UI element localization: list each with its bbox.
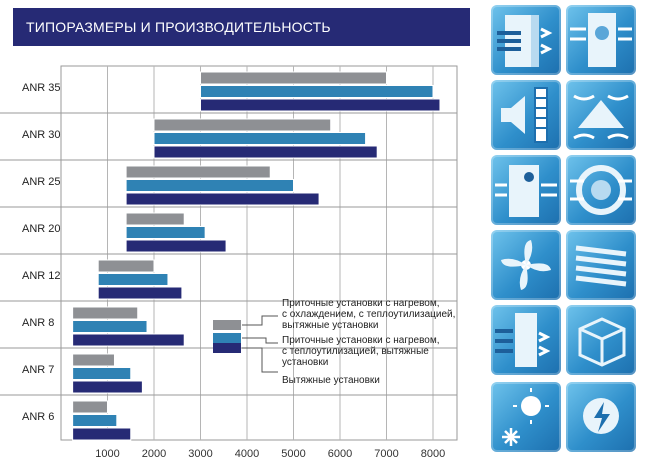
icon-tile-9[interactable]	[491, 305, 561, 375]
icon-tile-1[interactable]	[491, 5, 561, 75]
legend-label-line: вытяжные установки	[282, 320, 379, 331]
category-label: ANR 25	[22, 176, 61, 188]
bar	[98, 260, 154, 272]
bar	[73, 354, 115, 366]
sun-snow-climate-icon	[491, 382, 561, 452]
icon-tile-2[interactable]	[566, 5, 636, 75]
legend-label-line: Приточные установки с нагревом,	[282, 335, 440, 346]
category-label: ANR 12	[22, 270, 61, 282]
bar	[201, 72, 387, 84]
legend-label-line: Приточные установки с нагревом,	[282, 298, 440, 309]
bar	[126, 240, 226, 252]
bar	[98, 287, 182, 299]
icon-tile-4[interactable]	[566, 80, 636, 150]
bar	[154, 119, 331, 131]
bar	[73, 321, 147, 333]
bar	[201, 99, 440, 111]
icon-tile-8[interactable]	[566, 230, 636, 300]
legend-label-line: с теплоутилизацией, вытяжные	[282, 346, 429, 357]
bar	[73, 428, 131, 440]
x-tick-label: 8000	[420, 448, 446, 460]
supply-fan-unit-icon	[566, 5, 636, 75]
x-tick-label: 6000	[327, 448, 353, 460]
icon-grid	[486, 0, 650, 468]
category-label: ANR 7	[22, 364, 55, 376]
x-tick-label: 7000	[374, 448, 399, 460]
icon-tile-11[interactable]	[491, 382, 561, 452]
bar	[73, 381, 143, 393]
x-tick-label: 5000	[281, 448, 306, 460]
bar	[73, 368, 131, 380]
x-tick-label: 1000	[95, 448, 120, 460]
heat-recovery-icon	[566, 80, 636, 150]
bar	[126, 166, 270, 178]
icon-tile-12[interactable]	[566, 382, 636, 452]
icon-tile-3[interactable]	[491, 80, 561, 150]
icon-tile-10[interactable]	[566, 305, 636, 375]
icon-tile-7[interactable]	[491, 230, 561, 300]
bar	[73, 334, 185, 346]
bar	[126, 180, 293, 192]
legend-label-line: Вытяжные установки	[282, 375, 380, 386]
rotary-recuperator-icon	[566, 155, 636, 225]
fan-impeller-icon	[491, 230, 561, 300]
legend-label	[282, 375, 380, 386]
category-label: ANR 35	[22, 82, 61, 94]
plate-heat-exchanger-icon	[566, 230, 636, 300]
bar	[73, 401, 108, 413]
page-title: ТИПОРАЗМЕРЫ И ПРОИЗВОДИТЕЛЬНОСТЬ	[26, 19, 331, 35]
category-label: ANR 30	[22, 129, 61, 141]
category-label: ANR 8	[22, 317, 55, 329]
cross-flow-cube-icon	[566, 305, 636, 375]
x-tick-label: 3000	[188, 448, 213, 460]
x-tick-label: 2000	[141, 448, 167, 460]
bar	[154, 133, 366, 145]
bar	[154, 146, 377, 158]
legend-swatch	[213, 343, 241, 353]
icon-tile-6[interactable]	[566, 155, 636, 225]
bar	[126, 213, 184, 225]
icon-tile-5[interactable]	[491, 155, 561, 225]
legend-swatch	[213, 333, 241, 343]
legend-label-line: с охлаждением, с теплоутилизацией,	[282, 309, 456, 320]
bar	[126, 193, 319, 205]
supply-heating-cooling-unit-icon	[491, 5, 561, 75]
water-heater-unit-icon	[491, 155, 561, 225]
bar	[201, 86, 434, 98]
legend-label-line: установки	[282, 357, 329, 368]
bar	[73, 415, 117, 427]
x-tick-label: 4000	[234, 448, 260, 460]
bar	[126, 227, 205, 239]
category-label: ANR 20	[22, 223, 61, 235]
silencer-icon	[491, 80, 561, 150]
category-label: ANR 6	[22, 411, 55, 423]
electric-heater-icon	[566, 382, 636, 452]
frost-filter-unit-icon	[491, 305, 561, 375]
bar	[98, 274, 168, 286]
legend-swatch	[213, 320, 241, 330]
bar	[73, 307, 138, 319]
